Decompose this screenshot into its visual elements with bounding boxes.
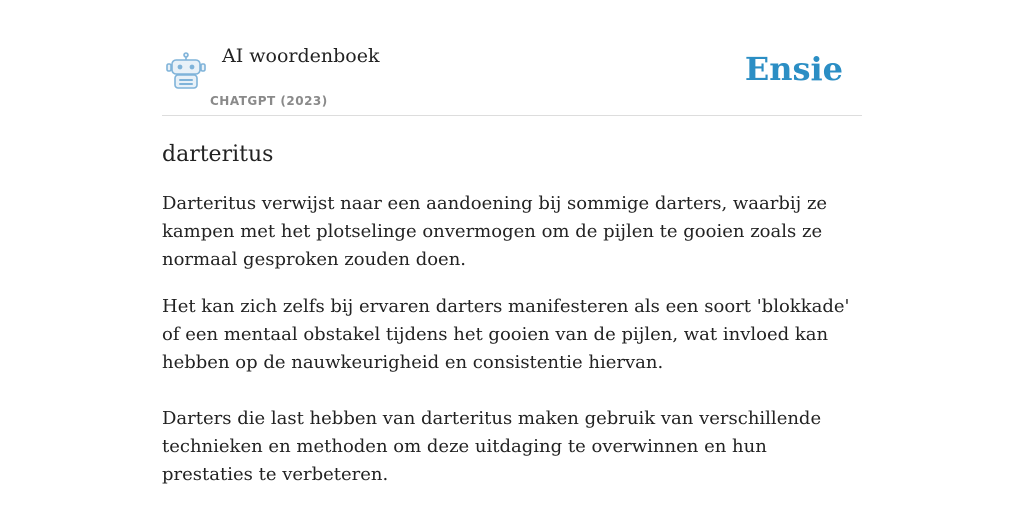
entry-header bbox=[162, 40, 862, 116]
source-label: CHATGPT (2023) bbox=[210, 94, 328, 108]
dictionary-entry bbox=[162, 40, 862, 489]
robot-icon bbox=[166, 52, 206, 90]
definition-paragraph: Het kan zich zelfs bij ervaren darters manifesteren als een soort 'blokkade' of een mentaal obstakel tijdens het gooien van de pijlen, wat invloed kan hebben op de nauwkeurigheid en consistentie hiervan. bbox=[162, 296, 850, 373]
dictionary-title[interactable]: AI woordenboek bbox=[222, 45, 380, 67]
brand-logo[interactable]: Ensie bbox=[744, 50, 843, 88]
definition-paragraph: Darteritus verwijst naar een aandoening bij sommige darters, waarbij ze kampen met het plotselinge onvermogen om de pijlen te gooien zoals ze normaal gesproken zouden doen. bbox=[162, 193, 828, 270]
entry-term: darteritus bbox=[162, 142, 274, 167]
definition-paragraph: Darters die last hebben van darteritus maken gebruik van verschillende technieken en methoden om deze uitdaging te overwinnen en hun prestaties te verbeteren. bbox=[162, 408, 822, 485]
